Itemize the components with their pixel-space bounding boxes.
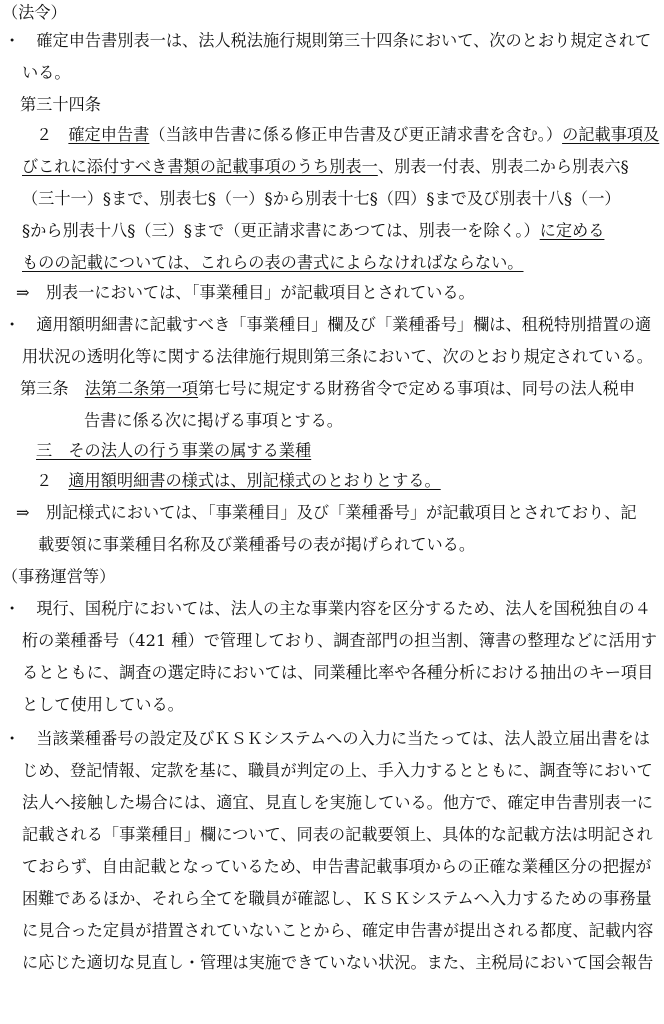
text-line: ・ 現行、国税庁においては、法人の主な事業内容を区分するため、法人を国税独自の４	[4, 599, 651, 618]
section-heading-operations: （事務運営等）	[2, 567, 116, 586]
underlined-text: 確定申告書	[68, 125, 150, 144]
text-line: るとともに、調査の選定時においては、同業種比率や各種分析における抽出のキー項目	[22, 663, 654, 682]
text-line: ⇒ 別記様式においては、「事業種目」及び「業種番号」が記載項目とされており、記	[16, 503, 637, 522]
text-line: ・ 確定申告書別表一は、法人税法施行規則第三十四条において、次のとおり規定されて	[4, 31, 652, 50]
text-line: 告書に係る次に掲げる事項とする。	[84, 411, 343, 430]
text-line: （三十一）§まで、別表七§（一）§から別表十七§（四）§まで及び別表十八§（一）	[22, 189, 621, 208]
text-span: 、別表一付表、別表二から別表六§	[377, 157, 629, 176]
text-line: 記載される「事業種目」欄について、同表の記載要領上、具体的な記載方法は明記され	[22, 825, 653, 844]
text-line: に見合った定員が措置されていないことから、確定申告書が提出される都度、記載内容	[22, 921, 654, 940]
text-span: ２	[36, 471, 69, 490]
text-line: ・ 適用額明細書に記載すべき「事業種目」欄及び「業種番号」欄は、租税特別措置の適	[4, 315, 652, 334]
text-span: ２	[36, 125, 69, 144]
text-line: 桁の業種番号（421 種）で管理しており、調査部門の担当割、簿書の整理などに活用す	[22, 631, 657, 650]
text-line: 用状況の透明化等に関する法律施行規則第三条において、次のとおり規定されている。	[22, 347, 653, 366]
text-line: ・ 当該業種番号の設定及びＫＳＫシステムへの入力に当たっては、法人設立届出書をは	[4, 729, 650, 748]
text-line	[36, 124, 659, 146]
text-line	[22, 220, 604, 242]
underlined-text: びこれに添付すべき書類の記載事項のうち別表一	[22, 157, 378, 176]
text-line: 法人へ接触した場合には、適宜、見直しを実施している。他方で、確定申告書別表一に	[22, 793, 653, 812]
text-line: として使用している。	[22, 695, 184, 714]
text-line: いる。	[22, 63, 71, 82]
underlined-text: の記載事項及	[562, 125, 660, 144]
text-line	[22, 252, 524, 274]
text-line	[36, 470, 441, 492]
text-line: ⇒ 別表一においては、「事業種目」が記載項目とされている。	[16, 283, 475, 302]
text-line: に応じた適切な見直し・管理は実施できていない状況。また、主税局において国会報告	[22, 953, 654, 972]
underlined-text: 法第二条第一項	[84, 379, 199, 398]
text-span: （当該申告書に係る修正申告書及び更正請求書を含む。）	[149, 125, 563, 144]
text-line	[36, 440, 311, 462]
section-heading-laws: （法令）	[2, 3, 67, 22]
text-line: じめ、登記情報、定款を基に、職員が判定の上、手入力するとともに、調査等において	[22, 761, 653, 780]
text-line	[20, 378, 635, 400]
text-line: 困難であるほか、それら全てを職員が確認し、ＫＳＫシステムへ入力するための事務量	[22, 889, 652, 908]
text-line: 載要領に事業種目名称及び業種番号の表が掲げられている。	[38, 535, 476, 554]
underlined-text: ものの記載については、これらの表の書式によらなければならない。	[22, 253, 524, 272]
text-line	[22, 156, 629, 178]
text-line: ておらず、自由記載となっているため、申告書記載事項からの正確な業種区分の把握が	[22, 857, 652, 876]
underlined-text: 適用額明細書の様式は、別記様式のとおりとする。	[68, 471, 441, 490]
text-span: 第七号に規定する財務省令で定める事項は、同号の法人税申	[198, 379, 636, 398]
underlined-text: に定める	[539, 221, 605, 240]
underlined-text: 三 その法人の行う事業の属する業種	[36, 441, 312, 460]
text-span: 第三条	[20, 379, 85, 398]
text-span: §から別表十八§（三）§まで（更正請求書にあつては、別表一を除く。）	[22, 221, 540, 240]
article-heading: 第三十四条	[20, 95, 101, 114]
